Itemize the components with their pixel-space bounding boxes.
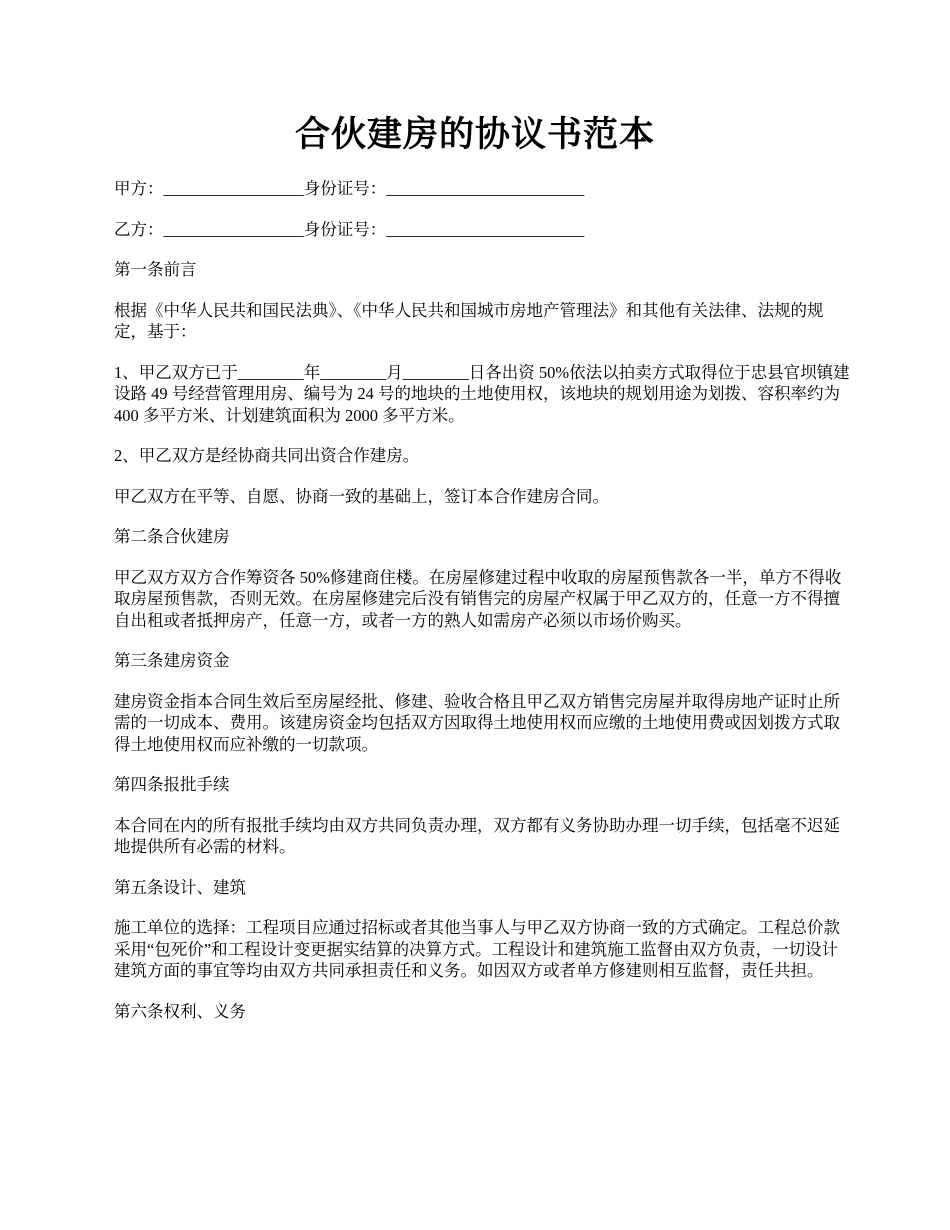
paragraph: 甲乙双方在平等、自愿、协商一致的基础上，签订本合作建房合同。 [114, 486, 609, 506]
paragraph: 建房资金指本合同生效后至房屋经批、修建、验收合格且甲乙双方销售完房屋并取得房地产证时止所需的一切成本、费用。该建房资金均包括双方因取得土地使用权而应缴的土地使用费或因划拨方式取得土地使用权而应补缴的一切款项。 [114, 691, 840, 754]
article-3-heading: 第三条建房资金 [114, 651, 230, 670]
article-1-heading: 第一条前言 [114, 260, 197, 279]
article-2-heading: 第二条合伙建房 [114, 527, 230, 546]
paragraph: 1、甲乙双方已于________年________月________日各出资 50%依法以拍卖方式取得位于忠县官坝镇建设路 49 号经营管理用房、编号为 24 号的地块的土地使用权，该地块的规划用途为划拨、容积率约为 400 多平方米、计划建筑面积为 2000 多平方米。 [114, 362, 850, 425]
paragraph: 根据《中华人民共和国民法典》、《中华人民共和国城市房地产管理法》和其他有关法律、法规的规定，基于： [114, 300, 824, 341]
paragraph: 施工单位的选择：工程项目应通过招标或者其他当事人与甲乙双方协商一致的方式确定。工程总价款采用“包死价”和工程设计变更据实结算的决算方式。工程设计和建筑施工监督由双方负责，一切设计建筑方面的事宜等均由双方共同承担责任和义务。如因双方或者单方修建则相互监督，责任共担。 [114, 918, 840, 980]
article-5-heading: 第五条设计、建筑 [114, 877, 246, 897]
paragraph: 本合同在内的所有报批手续均由双方共同负责办理，双方都有义务协助办理一切手续，包括毫不迟延地提供所有必需的材料。 [114, 815, 840, 856]
paragraph: 2、甲乙双方是经协商共同出资合作建房。 [114, 446, 420, 465]
document-title: 合伙建房的协议书范本 [294, 115, 655, 154]
party-a-line: 甲方：_________________身份证号：________________________ [114, 179, 585, 198]
document-body [114, 178, 854, 1041]
party-b-line: 乙方：_________________身份证号：________________________ [114, 219, 585, 239]
article-4-heading: 第四条报批手续 [114, 775, 230, 794]
paragraph: 甲乙双方双方合作筹资各 50%修建商住楼。在房屋修建过程中收取的房屋预售款各一半，单方不得收取房屋预售款，否则无效。在房屋修建完后没有销售完的房屋产权属于甲乙双方的，任意一方不得擅自出租或者抵押房产，任意一方，或者一方的熟人如需房产必须以市场价购买。 [114, 567, 842, 630]
article-6-heading: 第六条权利、义务 [114, 1001, 246, 1021]
